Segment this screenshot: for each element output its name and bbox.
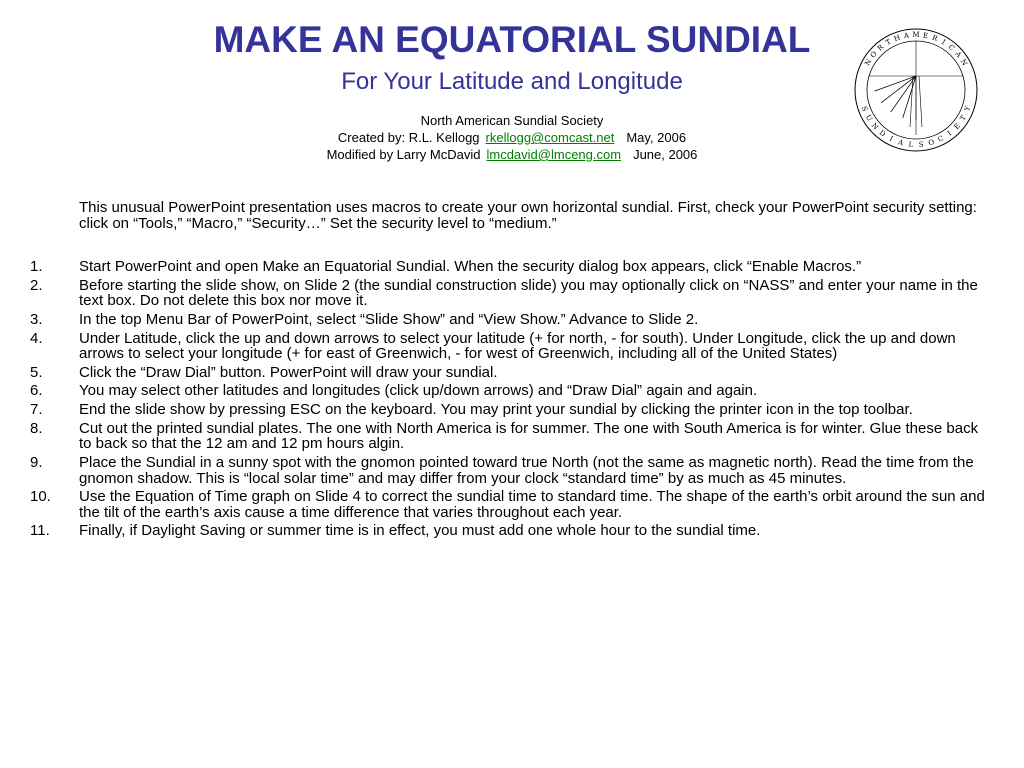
- list-item: [30, 489, 990, 520]
- list-item-text: In the top Menu Bar of PowerPoint, select “Slide Show” and “View Show.” Advance to Slide 2.: [79, 310, 699, 328]
- list-item-number: 3.: [30, 310, 43, 328]
- list-item-text: Cut out the printed sundial plates. The one with North America is for summer. The one with South America is for winter. Glue these back to back so that the 12 am and 12 pm hours algin.: [79, 419, 979, 453]
- list-item: [30, 259, 990, 275]
- list-item-text: You may select other latitudes and longitudes (click up/down arrows) and “Draw Dial” again and again.: [79, 382, 758, 400]
- list-item-text: Click the “Draw Dial” button. PowerPoint will draw your sundial.: [79, 363, 498, 381]
- svg-text:O: O: [927, 138, 936, 148]
- svg-text:S: S: [859, 105, 869, 113]
- svg-text:N: N: [958, 57, 969, 68]
- svg-text:I: I: [888, 134, 895, 144]
- list-item-number: 5.: [30, 363, 43, 381]
- svg-text:Y: Y: [963, 105, 973, 113]
- svg-text:T: T: [884, 37, 893, 48]
- list-item-number: 2.: [30, 276, 43, 294]
- svg-text:C: C: [946, 43, 956, 53]
- page-title: MAKE AN EQUATORIAL SUNDIAL: [213, 19, 811, 60]
- svg-text:E: E: [952, 121, 962, 132]
- list-item-number: 9.: [30, 454, 43, 471]
- svg-text:N: N: [863, 57, 874, 68]
- list-item: [30, 365, 990, 381]
- modified-date: June, 2006: [633, 147, 698, 162]
- page-subtitle: For Your Latitude and Longitude: [341, 68, 683, 95]
- list-item-text: Under Latitude, click the up and down arrows to select your latitude (+ for north, - for south). Under Longitude, click the up and down arrows to select your longitude (+ for east of Greenwich, - for west of Greenwich, including all of the United States): [79, 329, 956, 363]
- list-item: [30, 421, 990, 452]
- list-item-number: 8.: [30, 419, 43, 437]
- list-item-number: 7.: [30, 401, 43, 419]
- svg-text:D: D: [877, 128, 888, 139]
- svg-text:N: N: [869, 121, 880, 132]
- intro-paragraph: This unusual PowerPoint presentation uses macros to create your own horizontal sundial. First, check your PowerPoint security setting: click on “Tools,” “Macro,” “Security…” Set the security level to “medium.”: [79, 199, 977, 232]
- svg-text:H: H: [892, 33, 902, 44]
- list-item: [30, 523, 990, 539]
- svg-text:A: A: [953, 50, 963, 60]
- list-item-text: Use the Equation of Time graph on Slide 4 to correct the sundial time to standard time. The shape of the earth’s orbit around the sun and the tilt of the earth’s axis cause a time difference that varies throughout each year.: [79, 488, 985, 521]
- society-name: North American Sundial Society: [420, 113, 604, 128]
- list-item: [30, 331, 990, 362]
- modified-by-label: Modified by Larry McDavid: [326, 147, 481, 162]
- svg-text:I: I: [940, 38, 947, 47]
- list-item: [30, 455, 990, 486]
- list-item-number: 10.: [30, 488, 51, 506]
- svg-text:R: R: [930, 33, 939, 43]
- created-by-label: Created by: R.L. Kellogg: [337, 130, 480, 145]
- svg-text:M: M: [912, 31, 920, 39]
- list-item: [30, 312, 990, 328]
- list-item: [30, 402, 990, 418]
- created-date: May, 2006: [626, 130, 687, 145]
- list-item-number: 11.: [30, 522, 50, 540]
- svg-text:T: T: [958, 114, 968, 123]
- svg-text:L: L: [908, 140, 914, 149]
- svg-text:E: E: [922, 31, 929, 41]
- list-item: [30, 278, 990, 309]
- list-item-text: Finally, if Daylight Saving or summer time is in effect, you must add one whole hour to the sundial time.: [79, 522, 761, 540]
- list-item-number: 1.: [30, 258, 43, 275]
- svg-text:S: S: [918, 140, 924, 149]
- sundial-seal-icon: [853, 27, 979, 153]
- list-item-text: Before starting the slide show, on Slide 2 (the sundial construction slide) you may optionally click on “NASS” and enter your name in the text box. Do not delete this box nor move it.: [79, 276, 978, 310]
- list-item-number: 4.: [30, 329, 43, 347]
- svg-text:U: U: [863, 113, 874, 123]
- list-item: [30, 383, 990, 399]
- svg-text:O: O: [868, 49, 879, 60]
- modified-email-link[interactable]: lmcdavid@lmceng.com: [486, 147, 622, 162]
- svg-text:A: A: [897, 138, 905, 148]
- svg-text:A: A: [903, 31, 910, 41]
- svg-text:I: I: [946, 129, 954, 138]
- list-item-number: 6.: [30, 382, 43, 400]
- created-email-link[interactable]: rkellogg@comcast.net: [485, 130, 615, 145]
- list-item-text: Place the Sundial in a sunny spot with the gnomon pointed toward true North (not the same as magnetic north). Read the time from the gnomon shadow. This is “local solar time” and may differ from your clock “standard time” by as much as 45 minutes.: [79, 454, 974, 487]
- list-item-text: End the slide show by pressing ESC on the keyboard. You may print your sundial by clicking the printer icon in the top toolbar.: [79, 401, 913, 419]
- svg-text:C: C: [936, 134, 946, 144]
- svg-text:R: R: [876, 43, 886, 53]
- instruction-list: [30, 259, 990, 542]
- list-item-text: Start PowerPoint and open Make an Equatorial Sundial. When the security dialog box appears, click “Enable Macros.”: [79, 258, 862, 275]
